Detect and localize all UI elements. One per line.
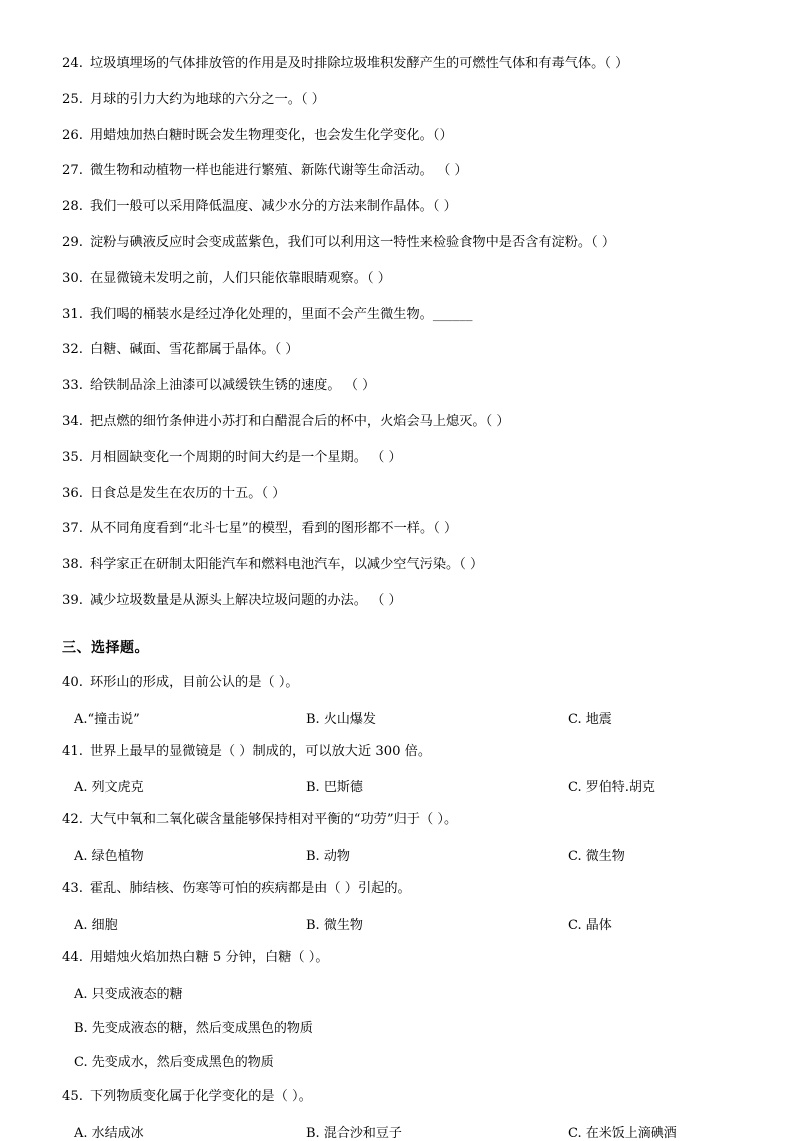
question-item — [62, 269, 731, 289]
question-number: 41. — [62, 743, 83, 759]
question-text: 世界上最早的显微镜是（ ）制成的，可以放大近 300 倍。 — [90, 743, 432, 759]
choice-column — [62, 983, 731, 1070]
question-text: 白糖、碱面、雪花都属于晶体。（ ） — [90, 342, 299, 358]
question-number: 29. — [62, 234, 83, 250]
question-text: 霍乱、肺结核、伤寒等可怕的疾病都是由（ ）引起的。 — [90, 881, 411, 897]
choice-row — [62, 1122, 731, 1141]
question-stem — [62, 948, 731, 968]
choice-option-b[interactable]: B. 动物 — [306, 849, 350, 865]
choice-row — [62, 776, 731, 795]
choice-option-b[interactable]: B. 巴斯德 — [306, 780, 363, 796]
question-number: 40. — [62, 674, 83, 690]
question-item — [62, 519, 731, 539]
question-number: 43. — [62, 881, 83, 897]
question-item — [62, 340, 731, 360]
choice-option-c[interactable]: C. 地震 — [568, 711, 612, 727]
question-number: 30. — [62, 270, 83, 286]
question-text: 减少垃圾数量是从源头上解决垃圾问题的办法。 （ ） — [90, 592, 402, 608]
question-number: 38. — [62, 557, 83, 573]
question-stem — [62, 879, 731, 899]
choice-option-c[interactable]: C. 微生物 — [568, 849, 625, 865]
multiple-choice-item — [62, 948, 731, 1070]
question-number: 28. — [62, 199, 83, 215]
question-item — [62, 126, 731, 146]
choice-option-c[interactable]: C. 先变成水，然后变成黑色的物质 — [74, 1054, 274, 1070]
multiple-choice-item — [62, 810, 731, 864]
question-item — [62, 484, 731, 504]
choice-option-c[interactable]: C. 罗伯特.胡克 — [568, 780, 655, 796]
choice-option-a[interactable]: A.“撞击说” — [74, 711, 140, 727]
question-text: 垃圾填埋场的气体排放管的作用是及时排除垃圾堆积发酵产生的可燃性气体和有毒气体。（ ） — [90, 56, 629, 71]
question-number: 39. — [62, 592, 83, 608]
question-text: 把点燃的细竹条伸进小苏打和白醋混合后的杯中，火焰会马上熄灭。（ ） — [90, 413, 510, 429]
question-number: 24. — [62, 56, 83, 71]
choice-option-c[interactable]: C. 晶体 — [568, 917, 612, 933]
question-text: 给铁制品涂上油漆可以减缓铁生锈的速度。 （ ） — [90, 378, 376, 394]
question-item — [62, 412, 731, 432]
question-item — [62, 161, 731, 181]
choice-row — [62, 708, 731, 727]
question-number: 26. — [62, 127, 83, 143]
multiple-choice-item — [62, 673, 731, 727]
choice-row — [62, 845, 731, 864]
choice-option-c[interactable]: C. 在米饭上滴碘酒 — [568, 1125, 677, 1141]
question-number: 33. — [62, 378, 83, 394]
question-item — [62, 90, 731, 110]
question-text: 日食总是发生在农历的十五。（ ） — [90, 485, 286, 501]
question-item — [62, 591, 731, 611]
multiple-choice-item — [62, 742, 731, 796]
question-number: 45. — [62, 1088, 83, 1104]
question-text: 科学家正在研制太阳能汽车和燃料电池汽车，以减少空气污染。（ ） — [90, 557, 484, 573]
question-stem — [62, 742, 731, 762]
question-number: 37. — [62, 521, 83, 537]
question-text: 用蜡烛火焰加热白糖 5 分钟，白糖（ ）。 — [90, 949, 329, 965]
question-item — [62, 448, 731, 468]
choice-option-a[interactable]: A. 只变成液态的糖 — [74, 986, 183, 1002]
multiple-choice-item — [62, 1087, 731, 1141]
question-number: 35. — [62, 449, 83, 465]
question-number: 34. — [62, 413, 83, 429]
question-text: 环形山的形成，目前公认的是（ ）。 — [90, 674, 299, 690]
question-text: 月相圆缺变化一个周期的时间大约是一个星期。 （ ） — [90, 449, 402, 465]
multiple-choice-list — [62, 673, 731, 1141]
question-text: 下列物质变化属于化学变化的是（ ）。 — [90, 1088, 312, 1104]
choice-option-a[interactable]: A. 绿色植物 — [74, 849, 144, 865]
question-number: 42. — [62, 812, 83, 828]
multiple-choice-item — [62, 879, 731, 933]
question-number: 44. — [62, 949, 83, 965]
question-text: 月球的引力大约为地球的六分之一。（ ） — [90, 91, 325, 107]
choice-option-a[interactable]: A. 细胞 — [74, 917, 118, 933]
question-text: 大气中氧和二氧化碳含量能够保持相对平衡的“功劳”归于（ ）。 — [90, 812, 458, 828]
question-number: 27. — [62, 163, 83, 179]
true-false-list — [62, 54, 731, 611]
choice-option-b[interactable]: B. 先变成液态的糖，然后变成黑色的物质 — [74, 1020, 313, 1036]
question-number: 25. — [62, 91, 83, 107]
question-stem — [62, 810, 731, 830]
question-item — [62, 376, 731, 396]
question-text: 从不同角度看到“北斗七星”的模型，看到的图形都不一样。（ ） — [90, 521, 458, 537]
question-text: 微生物和动植物一样也能进行繁殖、新陈代谢等生命活动。 （ ） — [90, 163, 468, 179]
question-text: 我们喝的桶装水是经过净化处理的，里面不会产生微生物。______ — [90, 306, 473, 322]
question-number: 31. — [62, 306, 83, 322]
choice-option-a[interactable]: A. 列文虎克 — [74, 780, 144, 796]
question-text: 淀粉与碘液反应时会变成蓝紫色，我们可以利用这一特性来检验食物中是否含有淀粉。（ ） — [90, 234, 616, 250]
question-item — [62, 305, 731, 325]
question-number: 36. — [62, 485, 83, 501]
question-item — [62, 54, 731, 74]
question-stem — [62, 1087, 731, 1107]
choice-option-b[interactable]: B. 火山爆发 — [306, 711, 376, 727]
question-text: 用蜡烛加热白糖时既会发生物理变化，也会发生化学变化。（） — [90, 127, 453, 143]
choice-row — [62, 914, 731, 933]
choice-option-b[interactable]: B. 微生物 — [306, 917, 363, 933]
question-number: 32. — [62, 342, 83, 358]
question-item — [62, 233, 731, 253]
section-heading-multiple-choice: 三、选择题。 — [62, 639, 149, 656]
choice-option-a[interactable]: A. 水结成冰 — [74, 1125, 144, 1141]
question-text: 在显微镜未发明之前，人们只能依靠眼睛观察。（ ） — [90, 270, 391, 286]
question-item — [62, 555, 731, 575]
question-item — [62, 197, 731, 217]
question-text: 我们一般可以采用降低温度、减少水分的方法来制作晶体。（ ） — [90, 199, 457, 215]
question-stem — [62, 673, 731, 693]
choice-option-b[interactable]: B. 混合沙和豆子 — [306, 1125, 402, 1141]
